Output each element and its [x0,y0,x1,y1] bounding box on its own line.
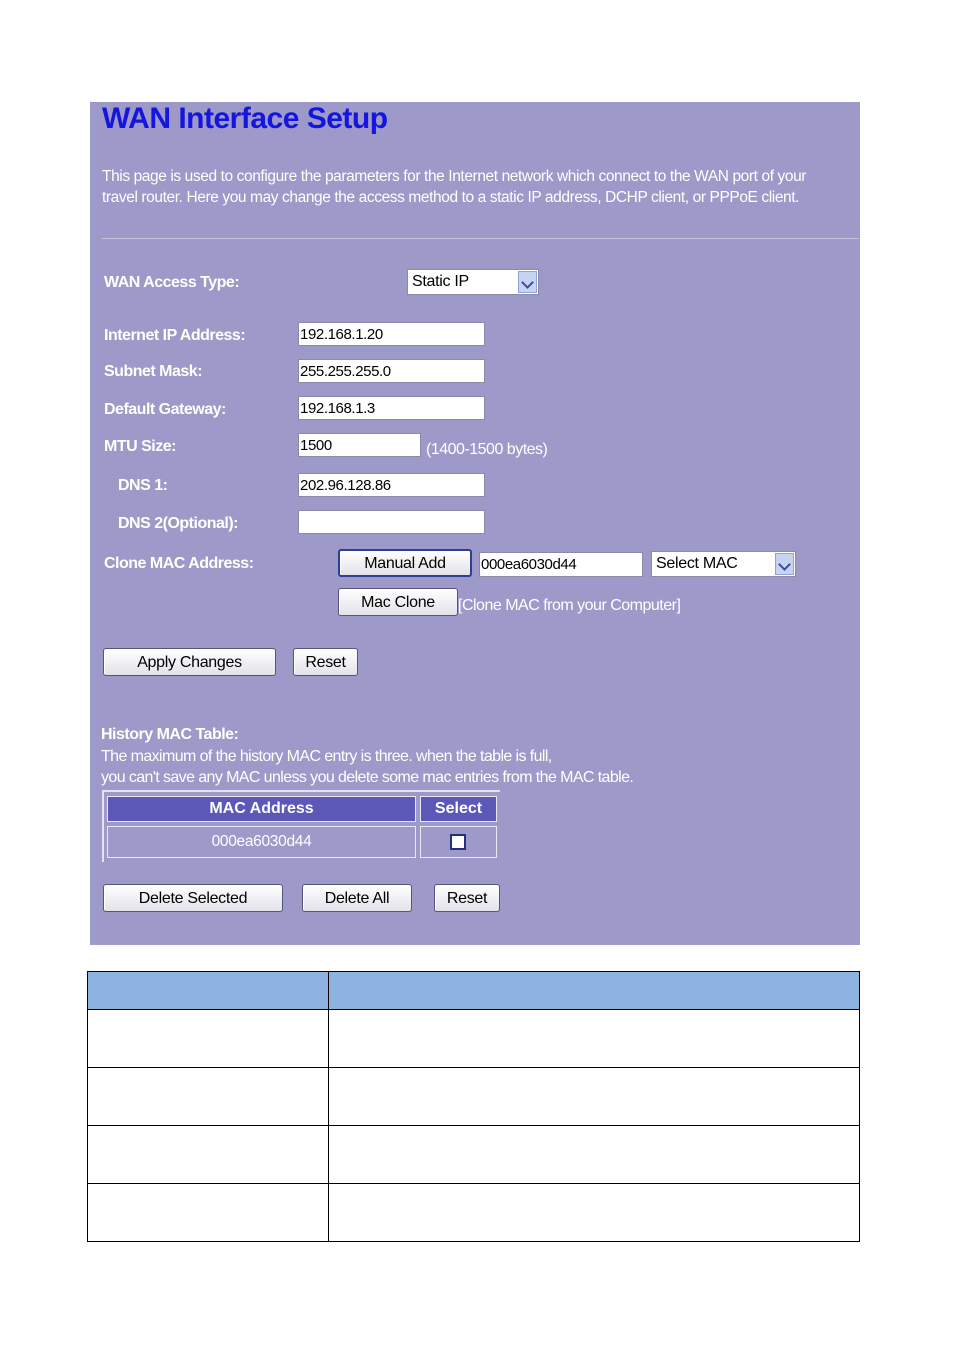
select-mac-dropdown[interactable] [651,551,796,577]
history-reset-button[interactable]: Reset [434,884,500,912]
field-description-table [87,971,860,1242]
mtu-size-label: MTU Size: [104,438,176,455]
dns2-input[interactable] [298,510,485,534]
table-row-select-cell [420,826,497,858]
desc-table-cell [329,1126,860,1184]
subnet-mask-input[interactable]: 255.255.255.0 [298,359,485,383]
mac-clone-button[interactable]: Mac Clone [338,588,458,616]
ip-address-label: Internet IP Address: [104,327,246,344]
page-description: This page is used to configure the parameters for the Internet network which connect to the WAN port of your travel router. Here you may change the access method to a static IP address, DCHP client, or PPPoE client. [102,168,807,206]
dns1-input[interactable]: 202.96.128.86 [298,473,485,497]
history-mac-title: History MAC Table: [101,726,239,743]
apply-changes-button[interactable]: Apply Changes [103,648,276,676]
row-select-checkbox[interactable] [450,834,466,850]
chevron-down-icon[interactable] [775,553,794,575]
divider [102,238,859,239]
manual-add-button[interactable]: Manual Add [338,549,472,577]
table-row-mac: 000ea6030d44 [107,826,416,858]
desc-table-header-cell [329,972,860,1010]
chevron-down-icon[interactable] [518,271,537,293]
desc-table-cell [88,1126,329,1184]
history-mac-note-1: The maximum of the history MAC entry is three. when the table is full, [101,748,552,765]
select-mac-value: Select MAC [656,555,738,572]
wan-setup-panel [90,102,860,945]
mtu-size-input[interactable]: 1500 [298,433,421,457]
mtu-size-hint: (1400-1500 bytes) [426,441,548,458]
subnet-mask-label: Subnet Mask: [104,363,203,380]
delete-all-button[interactable]: Delete All [302,884,412,912]
column-header-select: Select [420,796,497,822]
history-mac-table [102,790,500,862]
dns1-label: DNS 1: [118,477,168,494]
clone-mac-input[interactable]: 000ea6030d44 [479,552,643,577]
default-gateway-input[interactable]: 192.168.1.3 [298,396,485,420]
clone-mac-label: Clone MAC Address: [104,555,254,572]
desc-table-cell [329,1068,860,1126]
desc-table-cell [88,1184,329,1242]
desc-table-cell [88,1068,329,1126]
ip-address-input[interactable]: 192.168.1.20 [298,322,485,346]
history-mac-note-2: you can't save any MAC unless you delete some mac entries from the MAC table. [101,769,634,786]
column-header-mac: MAC Address [107,796,416,822]
wan-access-type-value: Static IP [412,273,469,290]
wan-access-type-label: WAN Access Type: [104,274,240,291]
page-title: WAN Interface Setup [102,102,388,135]
dns2-label: DNS 2(Optional): [118,515,238,532]
desc-table-cell [88,1010,329,1068]
delete-selected-button[interactable]: Delete Selected [103,884,283,912]
desc-table-cell [329,1184,860,1242]
desc-table-header-cell [88,972,329,1010]
wan-access-type-select[interactable] [407,269,539,295]
clone-mac-hint: [Clone MAC from your Computer] [458,597,681,614]
desc-table-cell [329,1010,860,1068]
reset-button[interactable]: Reset [293,648,358,676]
default-gateway-label: Default Gateway: [104,401,226,418]
